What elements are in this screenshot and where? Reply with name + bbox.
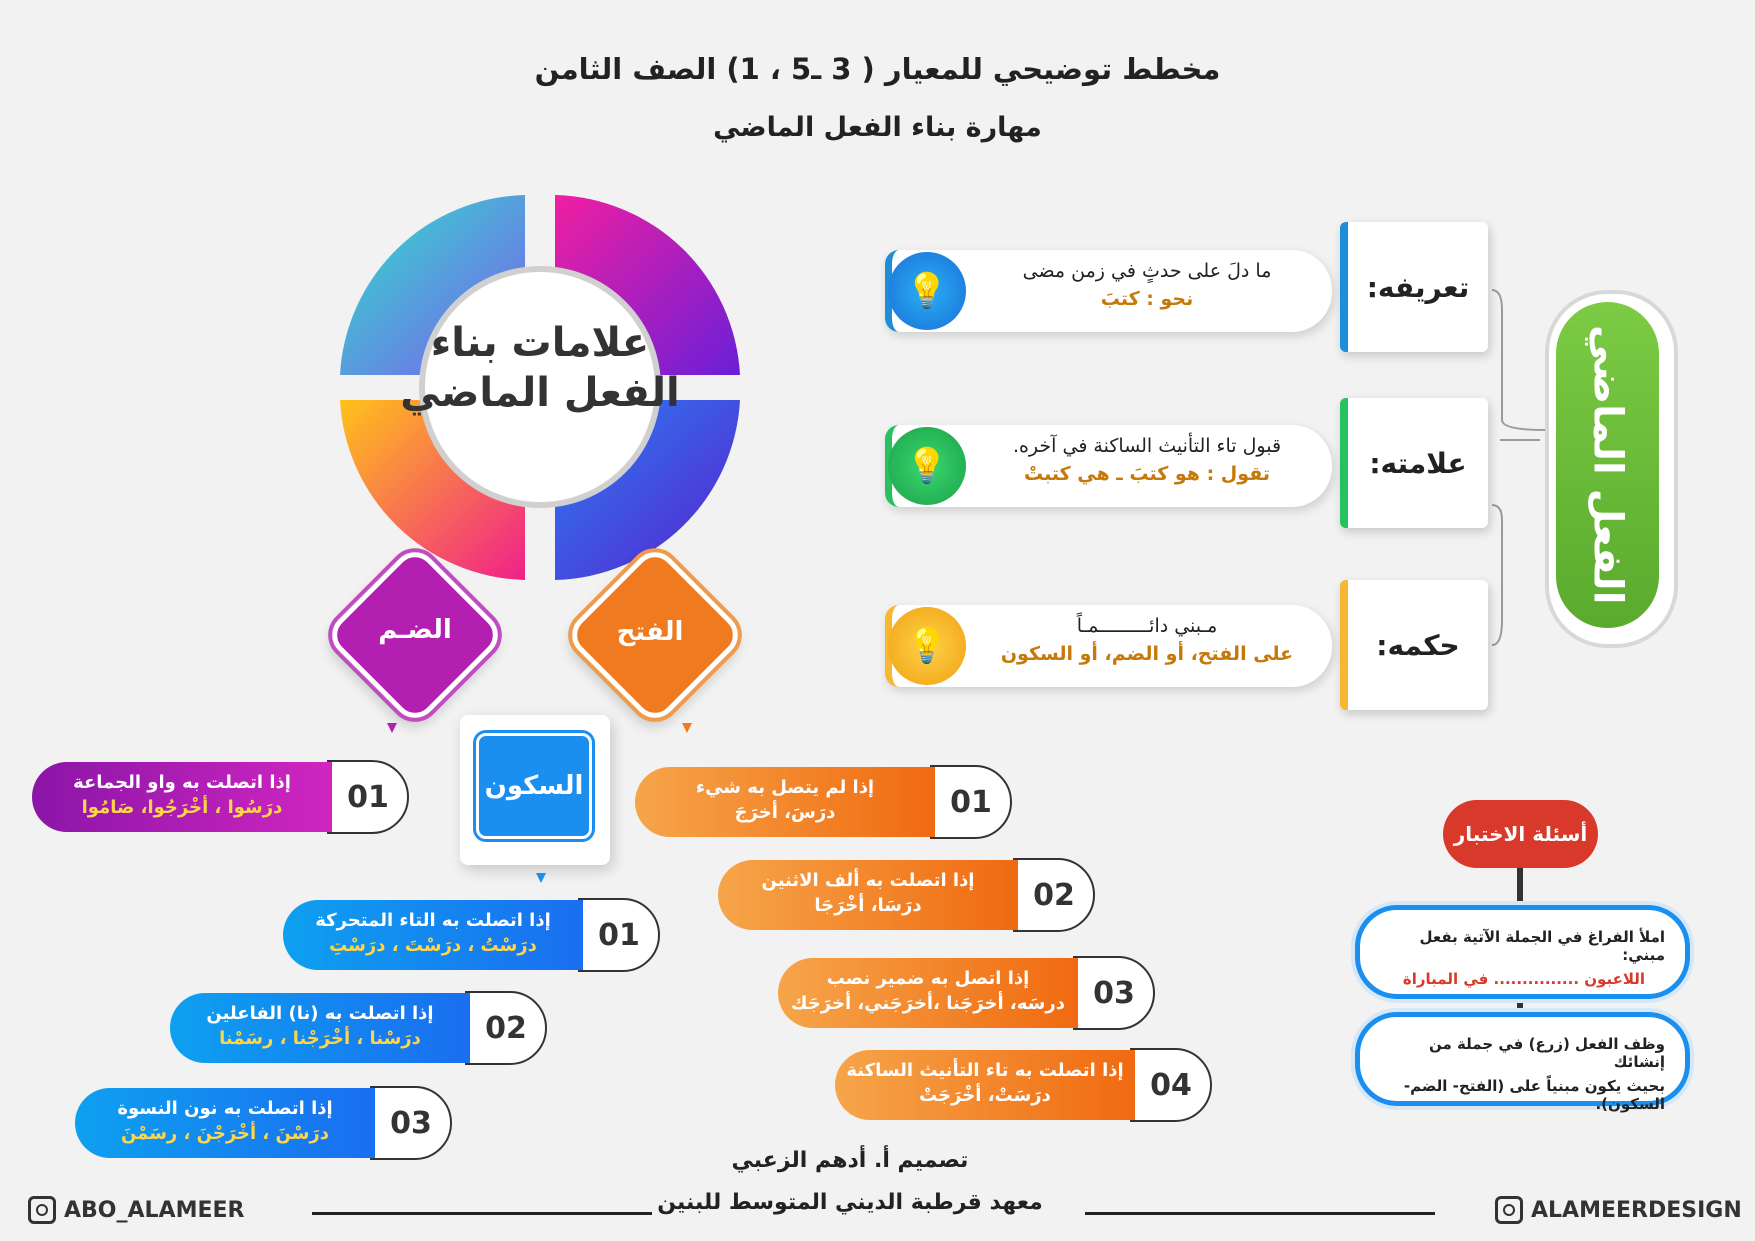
item-number: 02 bbox=[465, 991, 547, 1065]
instagram-handle-right[interactable] bbox=[1495, 1196, 1742, 1224]
item-number: 01 bbox=[327, 760, 409, 834]
school-name: معهد قرطبة الديني المتوسط للبنين bbox=[657, 1190, 1043, 1215]
center-title-line2: الفعل الماضي bbox=[400, 370, 680, 416]
item-bar bbox=[75, 1088, 375, 1158]
bracket-lines bbox=[1490, 280, 1560, 650]
item-number: 03 bbox=[1073, 956, 1155, 1030]
instagram-handle-left[interactable] bbox=[28, 1196, 244, 1224]
item-number: 04 bbox=[1130, 1048, 1212, 1122]
sukun-label: السكون bbox=[476, 733, 592, 839]
item-line1: إذا اتصلت به ألف الاثنين bbox=[761, 870, 975, 891]
item-line2: درَسَا، أخْرَجَا bbox=[814, 895, 922, 916]
item-bar bbox=[835, 1050, 1135, 1120]
item-bar bbox=[283, 900, 583, 970]
sukun-item-1 bbox=[283, 900, 658, 970]
item-bar bbox=[32, 762, 332, 832]
damm-arrow-down-icon bbox=[385, 720, 399, 734]
sukun-item-2 bbox=[170, 993, 545, 1063]
quiz-q2-line1: وظف الفعل (زرع) في جملة من إنشائك bbox=[1429, 1035, 1665, 1071]
sign-label: علامته: bbox=[1340, 398, 1488, 528]
item-line2: درَسُوا ، أخْرَجُوا، صَامُوا bbox=[81, 797, 283, 818]
sukun-arrow-down-icon bbox=[534, 870, 548, 884]
item-line1: إذا لم يتصل به شيء bbox=[695, 777, 875, 798]
ruling-line1: مـبني دائـــــــــمـاً bbox=[1076, 615, 1218, 637]
quiz-question-1 bbox=[1355, 905, 1690, 999]
fath-item-4 bbox=[835, 1050, 1210, 1120]
lightbulb-icon: 💡 bbox=[888, 252, 966, 330]
instagram-icon bbox=[1495, 1196, 1523, 1224]
lightbulb-icon: 💡 bbox=[888, 427, 966, 505]
quiz-q2-line2: بحيث يكون مبنياً على (الفتح- الضم- السكون). bbox=[1403, 1077, 1665, 1113]
page-title: مخطط توضيحي للمعيار ( 3 ـ5 ، 1) الصف الثامن bbox=[534, 52, 1221, 86]
fath-label: الفتح bbox=[616, 617, 684, 647]
lightbulb-icon: 💡 bbox=[888, 607, 966, 685]
sukun-item-3 bbox=[75, 1088, 450, 1158]
item-bar bbox=[635, 767, 935, 837]
definition-line2: نحو : كتبَ bbox=[1100, 288, 1194, 310]
item-line2: درسَه، أخرَجَنا ،أخرَجَني، أخرَجَك bbox=[791, 993, 1065, 1014]
damm-label: الضـم bbox=[378, 615, 452, 645]
designer-credit: تصميم أ. أدهم الزعبي bbox=[731, 1148, 969, 1173]
damm-item bbox=[32, 762, 407, 832]
main-label-text: الفعل الماضي bbox=[1584, 325, 1631, 605]
item-line1: إذا اتصل به ضمير نصب bbox=[826, 968, 1030, 989]
page-subtitle: مهارة بناء الفعل الماضي bbox=[713, 112, 1042, 143]
item-line2: درَسَ، أخرَجَ bbox=[734, 802, 836, 823]
sign-line2: تقول : هو كتبَ ـ هي كتبتْ bbox=[1023, 463, 1271, 485]
handle-right-text: ALAMEERDESIGN bbox=[1531, 1197, 1742, 1223]
fath-item-2 bbox=[718, 860, 1093, 930]
definition-label: تعريفه: bbox=[1340, 222, 1488, 352]
item-line1: إذا اتصلت به تاء التأنيث الساكنة bbox=[846, 1060, 1124, 1081]
item-bar bbox=[170, 993, 470, 1063]
item-number: 02 bbox=[1013, 858, 1095, 932]
ruling-label: حكمه: bbox=[1340, 580, 1488, 710]
center-title bbox=[380, 318, 700, 418]
fath-arrow-down-icon bbox=[680, 720, 694, 734]
item-line2: درَسْتُ ، درَسْتَ ، درَسْتِ bbox=[329, 935, 537, 956]
instagram-icon bbox=[28, 1196, 56, 1224]
item-number: 01 bbox=[930, 765, 1012, 839]
handle-left-text: ABO_ALAMEER bbox=[64, 1197, 245, 1223]
definition-line1: ما دلَ على حدثٍ في زمن مضى bbox=[1022, 260, 1272, 282]
quiz-question-2 bbox=[1355, 1012, 1690, 1113]
item-line1: إذا اتصلت به نون النسوة bbox=[117, 1098, 333, 1119]
item-line2: درَسْنَ ، أخْرَجْنَ ، رسَمْنَ bbox=[120, 1123, 330, 1144]
fath-item-1 bbox=[635, 767, 1010, 837]
item-line1: إذا اتصلت به واو الجماعة bbox=[73, 772, 291, 793]
item-line1: إذا اتصلت به التاء المتحركة bbox=[315, 910, 551, 931]
item-line1: إذا اتصلت به (نا) الفاعلين bbox=[206, 1003, 434, 1024]
item-number: 01 bbox=[578, 898, 660, 972]
footer-divider-left bbox=[312, 1212, 652, 1215]
quiz-q1-line1: املأ الفراغ في الجملة الآتية بفعل مبني: bbox=[1419, 928, 1665, 964]
ruling-line2: على الفتح، أو الضم، أو السكون bbox=[1000, 643, 1294, 665]
item-bar bbox=[778, 958, 1078, 1028]
center-title-line1: علامات بناء bbox=[430, 320, 650, 366]
item-number: 03 bbox=[370, 1086, 452, 1160]
item-line2: درَسْنا ، أخْرَجْنا ، رسَمْنا bbox=[219, 1028, 421, 1049]
fath-item-3 bbox=[778, 958, 1153, 1028]
item-bar bbox=[718, 860, 1018, 930]
main-label bbox=[1556, 302, 1659, 628]
item-line2: درَسَتْ، أخْرَجَتْ bbox=[919, 1085, 1051, 1106]
sign-line1: قبول تاء التأنيث الساكنة في آخره. bbox=[1012, 435, 1282, 457]
quiz-q1-line2: اللاعبون ............... في المباراة bbox=[1402, 970, 1645, 988]
quiz-title: أسئلة الاختبار bbox=[1443, 800, 1598, 868]
footer-divider-right bbox=[1085, 1212, 1435, 1215]
